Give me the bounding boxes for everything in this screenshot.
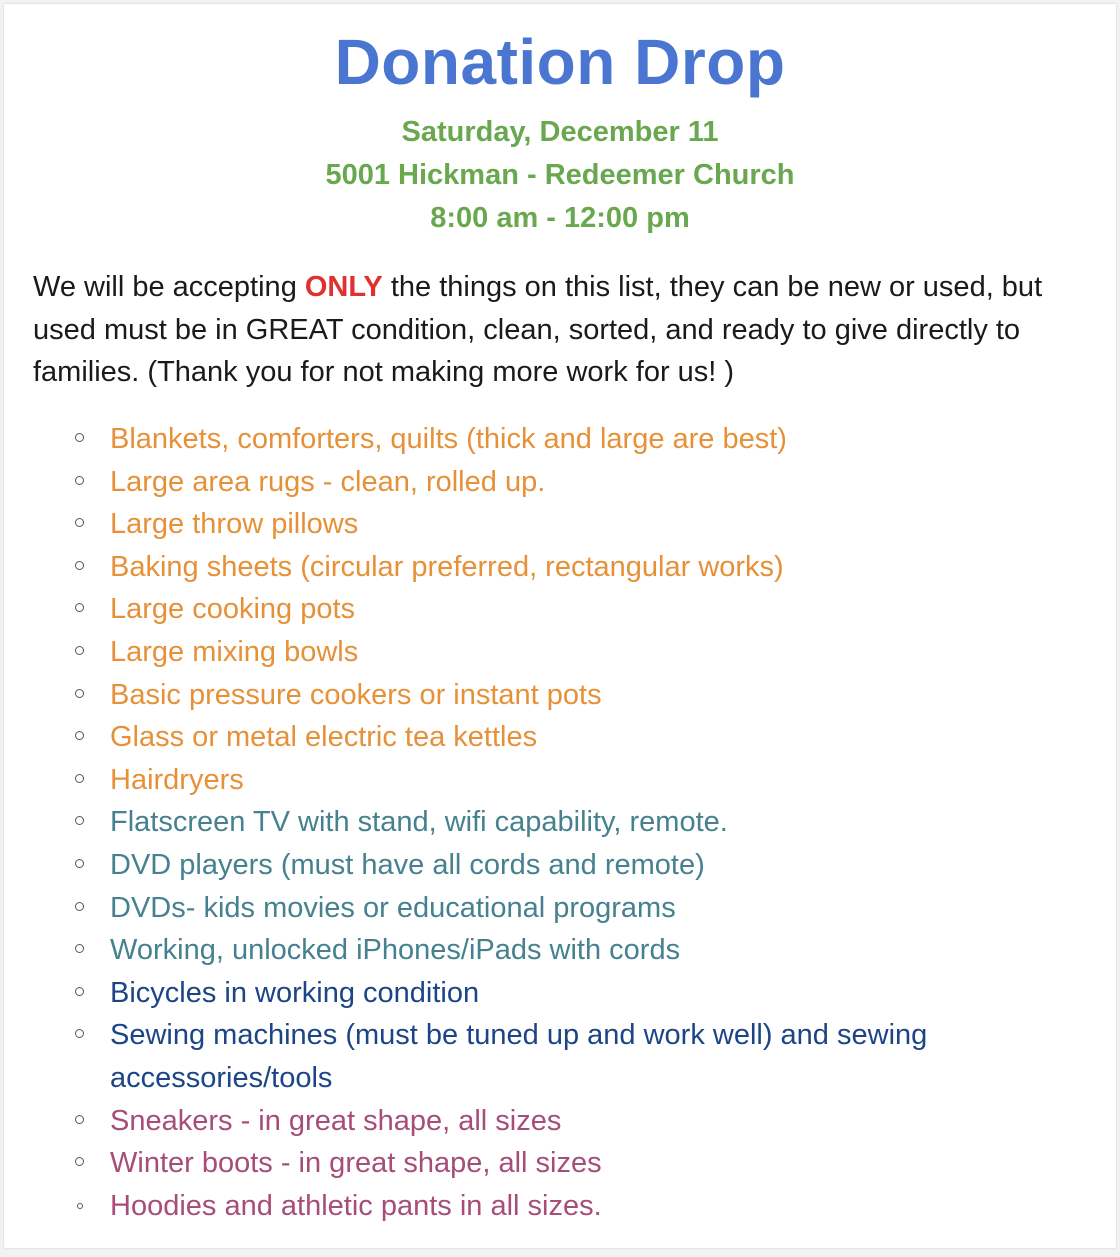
intro-text-before: We will be accepting [33, 271, 305, 303]
circle-bullet-icon [77, 1203, 83, 1209]
list-item [4, 546, 1040, 589]
list-item-text: Hoodies and athletic pants in all sizes. [110, 1189, 602, 1222]
circle-bullet-icon [75, 731, 84, 740]
list-item-text: Large throw pillows [110, 508, 359, 541]
list-item-text: Baking sheets (circular preferred, rectangular works) [110, 550, 784, 583]
list-item-text: Bicycles in working condition [110, 976, 480, 1009]
list-item [4, 929, 1040, 972]
list-item [4, 503, 1040, 546]
circle-bullet-icon [75, 561, 84, 570]
list-item [4, 461, 1040, 504]
list-item [4, 716, 1040, 759]
circle-bullet-icon [75, 987, 84, 996]
list-item-text: Flatscreen TV with stand, wifi capability, remote. [110, 806, 728, 839]
list-item [4, 1014, 1040, 1099]
circle-bullet-icon [75, 1029, 84, 1038]
accepted-items-list [4, 418, 1116, 1227]
list-item [4, 418, 1040, 461]
circle-bullet-icon [75, 518, 84, 527]
list-item [4, 631, 1040, 674]
circle-bullet-icon [75, 1115, 84, 1124]
list-item-text: Hairdryers [110, 763, 244, 796]
intro-paragraph [33, 266, 1093, 394]
list-item [4, 759, 1040, 802]
list-item-text: Glass or metal electric tea kettles [110, 721, 538, 754]
circle-bullet-icon [75, 646, 84, 655]
list-item-text: Large cooking pots [110, 593, 356, 626]
list-item-text: DVDs- kids movies or educational programs [110, 891, 676, 924]
circle-bullet-icon [75, 774, 84, 783]
only-highlight: ONLY [304, 271, 383, 303]
circle-bullet-icon [75, 476, 84, 485]
list-item-text: Winter boots - in great shape, all sizes [110, 1147, 602, 1180]
list-item [4, 674, 1040, 717]
circle-bullet-icon [75, 603, 84, 612]
intro-text-after: the things on this list, they can be new or used, but used must be in GREAT condition, clean, sorted, and ready to give directly to families. (Thank you for not making more work for us! ) [33, 271, 1043, 388]
list-item [4, 844, 1040, 887]
circle-bullet-icon [75, 859, 84, 868]
list-item-text: Sneakers - in great shape, all sizes [110, 1104, 562, 1137]
event-date: Saturday, December 11 [401, 116, 719, 148]
circle-bullet-icon [75, 689, 84, 698]
list-item-text: Working, unlocked iPhones/iPads with cords [110, 934, 681, 967]
list-item [4, 1100, 1040, 1143]
circle-bullet-icon [75, 944, 84, 953]
circle-bullet-icon [75, 816, 84, 825]
event-location: 5001 Hickman - Redeemer Church [325, 159, 795, 191]
list-item [4, 801, 1040, 844]
event-time: 8:00 am - 12:00 pm [430, 202, 690, 234]
flyer-title: Donation Drop [334, 26, 786, 98]
circle-bullet-icon [75, 902, 84, 911]
list-item [4, 588, 1040, 631]
list-item-text: Large mixing bowls [110, 635, 359, 668]
list-item-text: Large area rugs - clean, rolled up. [110, 465, 546, 498]
list-item-text: Blankets, comforters, quilts (thick and large are best) [110, 423, 787, 455]
flyer-page [4, 4, 1116, 1248]
list-item-text: DVD players (must have all cords and remote) [110, 848, 705, 881]
list-item [4, 887, 1040, 930]
list-item-text: Basic pressure cookers or instant pots [110, 678, 602, 711]
list-item [4, 1185, 1040, 1228]
list-item [4, 1142, 1040, 1185]
circle-bullet-icon [75, 433, 84, 442]
circle-bullet-icon [75, 1157, 84, 1166]
list-item [4, 972, 1040, 1015]
list-item-text: Sewing machines (must be tuned up and work well) and sewing accessories/tools [110, 1019, 928, 1094]
